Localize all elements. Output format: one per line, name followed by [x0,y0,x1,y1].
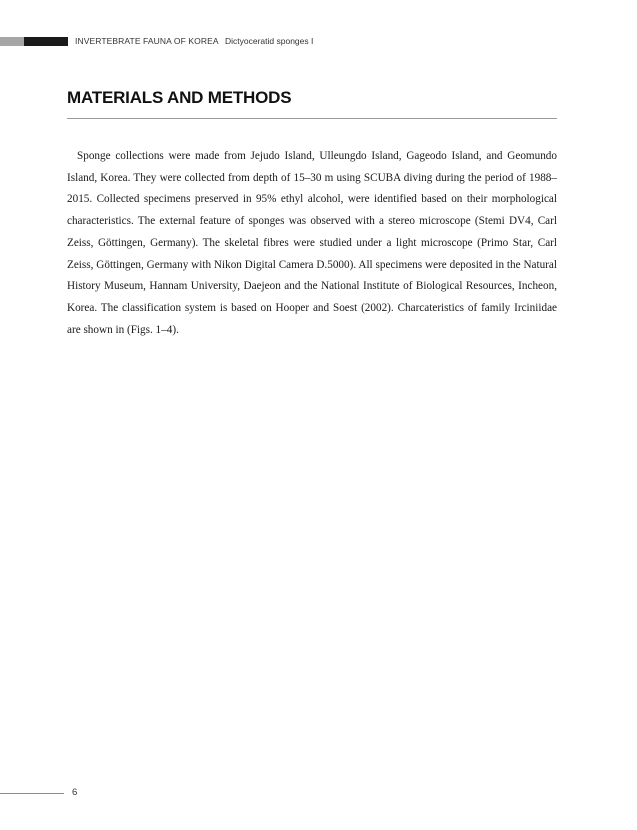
footer-divider [0,793,64,794]
running-header [75,36,313,47]
page-number: 6 [72,787,78,798]
header-accent-bar-black [24,37,68,46]
body-paragraph: Sponge collections were made from Jejudo Island, Ulleungdo Island, Gageodo Island, and Geomundo Island, Korea. They were collected from depth of 15–30 m using SCUBA diving during the period of 1988–2015. Collected specimens preserved in 95% ethyl alcohol, were identified based on their morphological characteristics. The external feature of sponges was observed with a stereo microscope (Stemi DV4, Carl Zeiss, Göttingen, Germany). The skeletal fibres were studied under a light microscope (Primo Star, Carl Zeiss, Göttingen, Germany with Nikon Digital Camera D.5000). All specimens were deposited in the Natural History Museum, Hannam University, Daejeon and the National Institute of Biological Resources, Incheon, Korea. The classification system is based on Hooper and Soest (2002). Charcateristics of family Irciniidae are shown in (Figs. 1–4). [67,150,557,336]
header-series-title: INVERTEBRATE FAUNA OF KOREA [75,36,219,46]
header-accent-bar-gray [0,37,24,46]
section-title: MATERIALS AND METHODS [67,88,292,107]
section-divider [67,118,557,119]
header-subtitle: Dictyoceratid sponges I [225,36,314,46]
